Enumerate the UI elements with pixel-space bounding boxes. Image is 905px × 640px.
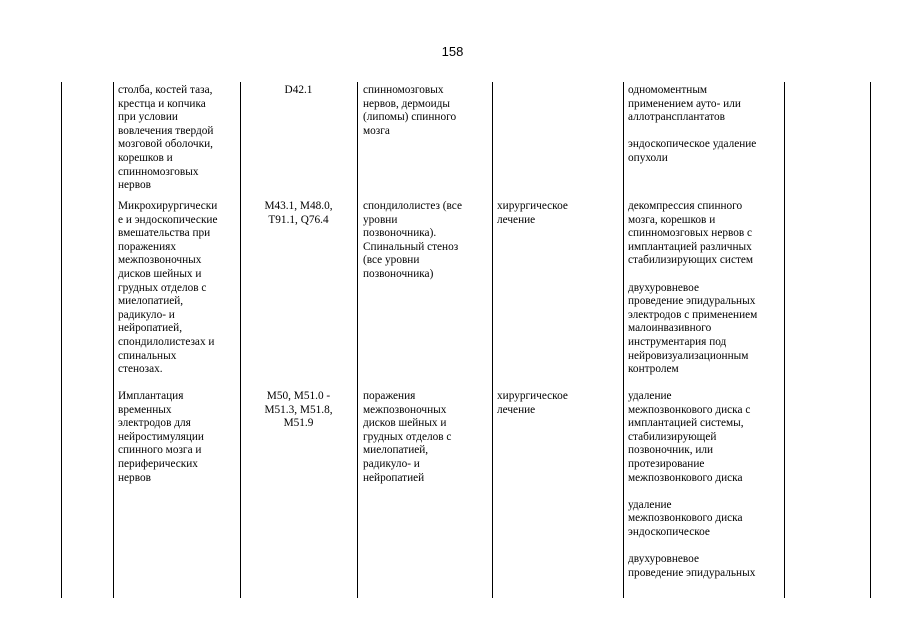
row-3-name-line: нейростимуляции — [118, 430, 204, 443]
row-3-condition-line: миелопатией, — [363, 444, 429, 457]
row-2-name-line: спинальных — [118, 349, 177, 362]
row-3-name-line: электродов для — [118, 417, 191, 430]
row-3-methods-line: протезирование — [628, 458, 705, 470]
row-2-condition-line: уровни — [363, 213, 398, 226]
row-3-condition-line: дисков шейных и — [363, 417, 447, 430]
row-3-methods-line: межпозвонкового диска с — [628, 403, 751, 416]
column-divider — [240, 82, 241, 598]
column-divider — [623, 82, 624, 598]
row-2-treatment-line: лечение — [497, 213, 536, 226]
column-divider — [113, 82, 114, 598]
row-2-name-line: вмешательства при — [118, 227, 211, 240]
row-1-condition-line: спинномозговых — [363, 84, 444, 96]
row-2-codes-line: T91.1, Q76.4 — [268, 213, 329, 226]
row-3-treatment-line: лечение — [497, 403, 536, 416]
row-3-treatment-line: хирургическое — [497, 390, 568, 402]
row-1-name-line: вовлечения твердой — [118, 124, 214, 137]
row-2-methods-line: мозга, корешков и — [628, 213, 716, 226]
row-3-condition-line: межпозвоночных — [363, 403, 447, 416]
row-1-condition-line: мозга — [363, 124, 390, 137]
column-divider — [784, 82, 785, 598]
row-2-methods-line: контролем — [628, 363, 679, 376]
row-1-condition-line: нервов, дермоиды — [363, 97, 451, 110]
row-3-name-line: спинного мозга и — [118, 444, 202, 457]
row-2-name-line: нейропатией, — [118, 322, 183, 335]
row-3-methods-line: двухуровневое — [628, 553, 699, 566]
column-divider — [492, 82, 493, 598]
row-1-name-line: при условии — [118, 111, 178, 124]
row-2-name-line: радикуло- и — [118, 308, 175, 321]
row-1-methods-line: эндоскопическое удаление — [628, 138, 757, 151]
row-2-treatment-line: хирургическое — [497, 200, 568, 212]
row-1-name-line: мозговой оболочки, — [118, 138, 213, 151]
column-divider — [357, 82, 358, 598]
row-2-methods-line: нейровизуализационным — [628, 349, 749, 362]
row-2-codes-line: M43.1, M48.0, — [264, 200, 333, 212]
row-3-codes-line: M51.3, M51.8, — [264, 403, 333, 416]
row-3-codes-line: M50, M51.0 - — [266, 390, 331, 402]
row-2-condition-line: (все уровни — [363, 254, 420, 267]
row-3-condition-line: радикуло- и — [363, 458, 420, 470]
page-number: 158 — [441, 44, 464, 59]
row-3-name-line: нервов — [118, 471, 151, 484]
row-2-condition-line: позвоночника) — [363, 268, 434, 280]
row-2-condition-line: позвоночника). — [363, 227, 437, 240]
row-1-name-line: крестца и копчика — [118, 97, 206, 110]
row-3-codes-line: M51.9 — [283, 417, 314, 430]
row-3-methods-line: стабилизирующей — [628, 430, 717, 443]
row-1-name-line: нервов — [118, 179, 151, 192]
row-2-name-line: миелопатией, — [118, 295, 184, 308]
row-2-name-line: грудных отделов с — [118, 281, 207, 294]
row-3-methods-line: удаление — [628, 390, 672, 402]
row-1-methods-line: одномоментным — [628, 84, 708, 96]
row-1-codes-line: D42.1 — [284, 84, 313, 96]
row-1-methods-line: опухоли — [628, 152, 668, 164]
row-1-name-line: спинномозговых — [118, 165, 199, 178]
row-3-methods-line: межпозвонкового диска — [628, 471, 743, 484]
row-2-methods-line: инструментария под — [628, 336, 727, 348]
row-2-methods-line: электродов с применением — [628, 308, 758, 321]
row-3-condition-line: поражения — [363, 390, 416, 402]
row-2-name-line: спондилолистезах и — [118, 336, 215, 348]
row-3-name-line: Имплантация — [118, 390, 184, 402]
row-3-methods-line: удаление — [628, 498, 672, 511]
row-3-condition-line: нейропатией — [363, 471, 425, 484]
row-2-methods-line: проведение эпидуральных — [628, 295, 756, 308]
row-2-methods-line: спинномозговых нервов с — [628, 227, 753, 240]
row-2-condition-line: спондилолистез (все — [363, 200, 462, 212]
row-1-condition-line: (липомы) спинного — [363, 111, 457, 124]
row-2-methods-line: имплантацией различных — [628, 240, 752, 253]
row-3-name-line: временных — [118, 403, 172, 416]
row-3-condition-line: грудных отделов с — [363, 430, 452, 443]
row-2-methods-line: двухуровневое — [628, 281, 699, 294]
row-2-name-line: поражениях — [118, 240, 176, 253]
row-1-name-line: корешков и — [118, 152, 173, 164]
row-3-methods-line: эндоскопическое — [628, 526, 710, 538]
row-3-methods-line: позвоночник, или — [628, 444, 714, 457]
column-divider — [61, 82, 62, 598]
row-3-methods-line: имплантацией системы, — [628, 417, 744, 430]
row-3-methods-line: межпозвонкового диска — [628, 512, 743, 525]
row-2-name-line: стенозах. — [118, 363, 163, 376]
column-divider — [870, 82, 871, 598]
row-1-methods-line: аллотрансплантатов — [628, 111, 725, 124]
row-2-methods-line: малоинвазивного — [628, 322, 712, 335]
row-1-name-line: столба, костей таза, — [118, 84, 213, 96]
row-2-methods-line: декомпрессия спинного — [628, 200, 743, 212]
row-2-name-line: Микрохирургически — [118, 200, 218, 212]
row-1-methods-line: применением ауто- или — [628, 97, 741, 110]
row-2-methods-line: стабилизирующих систем — [628, 254, 754, 267]
row-2-name-line: межпозвоночных — [118, 254, 202, 267]
row-2-name-line: е и эндоскопические — [118, 213, 218, 226]
row-3-methods-line: проведение эпидуральных — [628, 566, 756, 579]
row-2-condition-line: Спинальный стеноз — [363, 240, 459, 253]
row-2-name-line: дисков шейных и — [118, 268, 202, 280]
row-3-name-line: периферических — [118, 458, 198, 470]
